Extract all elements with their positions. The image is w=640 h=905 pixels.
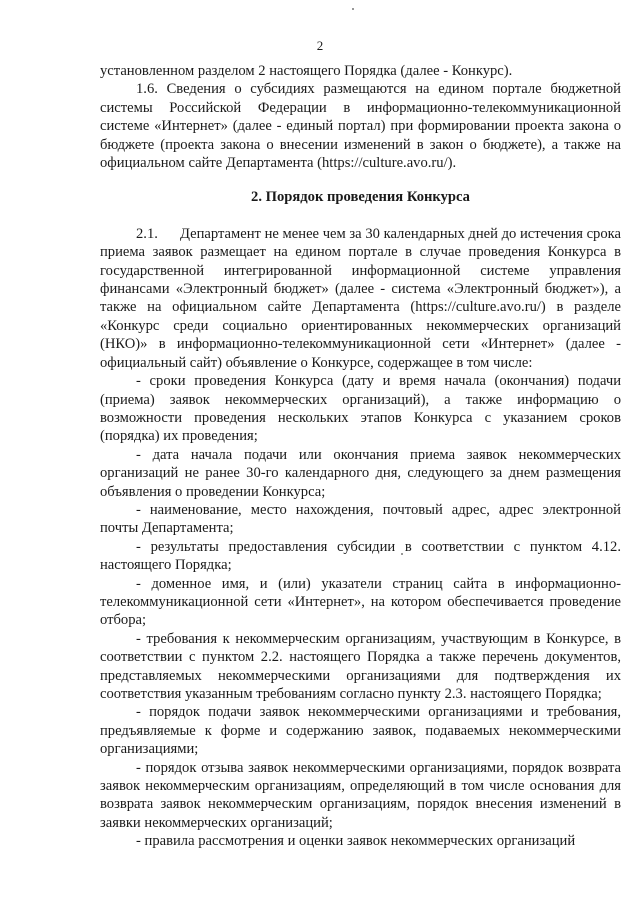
paragraph-1-6: 1.6. Сведения о субсидиях размещаются на едином портале бюджетной системы Российской Федерации в информационно-телекоммуникационной системе «Интернет» (далее - единый портал) при формировании проекта закона о бюджете (проекта закона о внесении изменений в закон о бюджете), а также на официальном сайте Департамента (https://culture.avo.ru/). <box>100 81 621 172</box>
document-body <box>100 62 621 851</box>
paragraph-continuation: установленном разделом 2 настоящего Порядка (далее - Конкурс). <box>100 63 513 79</box>
list-item-department-contacts: - наименование, место нахождения, почтовый адрес, адрес электронной почты Департамента; <box>100 501 621 537</box>
list-item-start-date: - дата начала подачи или окончания приема заявок некоммерческих организаций не ранее 30-го календарного дня, следующего за днем размещения объявления о проведении Конкурса; <box>100 446 621 500</box>
list-item-requirements: - требования к некоммерческим организациям, участвующим в Конкурсе, в соответствии с пунктом 2.2. настоящего Порядка а также перечень документов, представляемых некоммерческими организациями для подтверждения их соответствия указанным требованиям согласно пункту 2.3. настоящего Порядка; <box>100 630 621 702</box>
list-item-domain-name: - доменное имя, и (или) указатели страниц сайта в информационно-телекоммуникационной сети «Интернет», на котором обеспечивается проведение отбора; <box>100 575 621 629</box>
list-item-withdrawal-order: - порядок отзыва заявок некоммерческими организациями, порядок возврата заявок некоммерческим организациям, определяющий в том числе основания для возврата заявок некоммерческим организациям, порядок внесения изменений в заявки некоммерческих организаций; <box>100 759 621 831</box>
list-item-review-rules: - правила рассмотрения и оценки заявок некоммерческих организаций <box>136 833 576 850</box>
list-item-deadlines: - сроки проведения Конкурса (дату и время начала (окончания) подачи (приема) заявок некоммерческих организаций), а также информацию о возможности проведения нескольких этапов Конкурса с указанием сроков (порядка) их проведения; <box>100 373 621 445</box>
paragraph-2-1-number: 2.1. <box>136 225 158 242</box>
paragraph-2-1 <box>100 225 621 372</box>
paragraph-2-1-text: Департамент не менее чем за 30 календарных дней до истечения срока приема заявок размещает на едином портале в случае проведения Конкурса в государственной интегрированной информационной системе управления финансами «Электронный бюджет» (далее - система «Электронный бюджет»), а также на официальном сайте Департамента (https://culture.avo.ru/) в разделе «Конкурс среди социально ориентированных некоммерческих организаций (НКО)» в информационно-телекоммуникационной сети «Интернет» (далее - официальный сайт) объявление о Конкурсе, содержащее в том числе: <box>100 225 621 371</box>
section-heading: 2. Порядок проведения Конкурса <box>251 189 470 206</box>
page-number: 2 <box>316 38 324 53</box>
scan-speck <box>352 8 354 10</box>
list-item-submission-order: - порядок подачи заявок некоммерческими организациями и требования, предъявляемые к форме и содержанию заявок, подаваемых некоммерческими организациями; <box>100 704 621 758</box>
list-item-results: - результаты предоставления субсидии в соответствии с пунктом 4.12. настоящего Порядка; <box>100 538 621 574</box>
